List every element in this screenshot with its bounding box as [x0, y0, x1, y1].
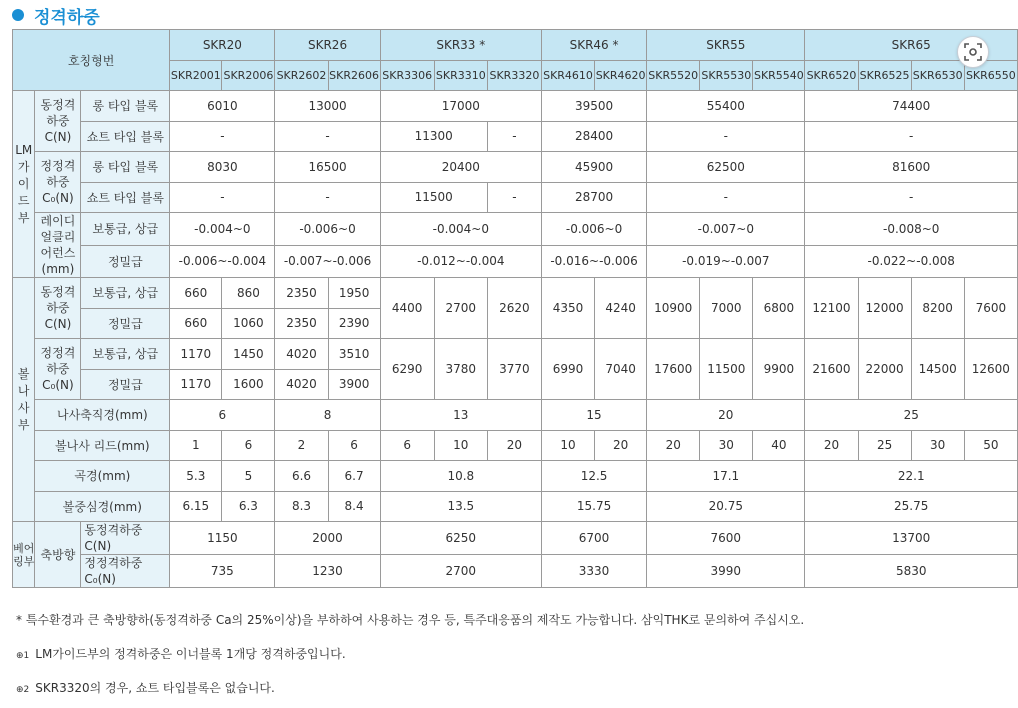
short-block-label: 쇼트 타입 블록 — [81, 182, 170, 213]
value-cell: 14500 — [911, 339, 964, 400]
value-cell: - — [275, 182, 380, 213]
page-title-bar — [12, 2, 100, 28]
value-cell: 3330 — [541, 555, 646, 588]
value-cell: 20.75 — [647, 491, 805, 522]
value-cell: 15 — [541, 400, 646, 431]
model-header: SKR5530 — [700, 60, 753, 91]
normal-grade-label: 보통급, 상급 — [81, 278, 170, 309]
lead-row — [13, 430, 1018, 461]
model-header: SKR2606 — [328, 60, 380, 91]
value-cell: 20 — [487, 430, 541, 461]
value-cell: 10900 — [647, 278, 700, 339]
value-cell: -0.019~-0.007 — [647, 245, 805, 278]
value-cell: 11500 — [700, 339, 753, 400]
model-header: SKR2006 — [222, 60, 275, 91]
value-cell: -0.006~0 — [275, 213, 380, 246]
lm-section-label: LM가이드부 — [13, 91, 35, 278]
value-cell: 20 — [805, 430, 858, 461]
value-cell: 50 — [964, 430, 1017, 461]
value-cell: 6250 — [380, 522, 541, 555]
group-header: SKR20 — [170, 30, 275, 61]
value-cell: 3990 — [647, 555, 805, 588]
rated-load-table — [12, 29, 1018, 588]
value-cell: 5 — [222, 461, 275, 492]
value-cell: 17600 — [647, 339, 700, 400]
scan-icon — [964, 43, 982, 61]
value-cell: - — [487, 121, 541, 152]
value-cell: 28700 — [541, 182, 646, 213]
shaft-diameter-label: 나사축직경(mm) — [35, 400, 170, 431]
value-cell: 4400 — [380, 278, 434, 339]
footnote — [16, 645, 346, 662]
value-cell: -0.004~0 — [380, 213, 541, 246]
value-cell: 860 — [222, 278, 275, 309]
value-cell: 4020 — [275, 369, 328, 400]
value-cell: 1170 — [170, 339, 222, 370]
value-cell: 20 — [595, 430, 647, 461]
value-cell: 8030 — [170, 152, 275, 183]
value-cell: - — [647, 121, 805, 152]
value-cell: 10 — [434, 430, 487, 461]
value-cell: 3770 — [487, 339, 541, 400]
footnote-text: SKR3320의 경우, 쇼트 타입블록은 없습니다. — [35, 681, 275, 695]
value-cell: 25.75 — [805, 491, 1018, 522]
root-diameter-row — [13, 461, 1018, 492]
precision-grade-label: 정밀급 — [81, 245, 170, 278]
footnote: * 특수환경과 큰 축방향하(동정격하중 Ca의 25%이상)을 부하하여 사용하는 경우 등, 특주대응품의 제작도 가능합니다. 삼익THK로 문의하여 주십시오. — [16, 613, 805, 627]
long-block-label: 롱 타입 블록 — [81, 152, 170, 183]
value-cell: -0.006~0 — [541, 213, 646, 246]
value-cell: - — [170, 121, 275, 152]
ball-section-label: 볼나사부 — [13, 278, 35, 522]
value-cell: -0.008~0 — [805, 213, 1018, 246]
value-cell: - — [647, 182, 805, 213]
value-cell: 3780 — [434, 339, 487, 400]
value-cell: 20 — [647, 430, 700, 461]
value-cell: 81600 — [805, 152, 1018, 183]
clearance-label: 레이디얼클리어런스 (mm) — [35, 213, 81, 278]
rated-load-table-wrap — [12, 29, 1016, 606]
value-cell: 2000 — [275, 522, 380, 555]
value-cell: 6800 — [753, 278, 805, 339]
model-header: SKR6530 — [911, 60, 964, 91]
page-title: 정격하중 — [34, 7, 100, 28]
value-cell: 22.1 — [805, 461, 1018, 492]
lm-sta-long-row — [13, 152, 1018, 183]
value-cell: - — [805, 182, 1018, 213]
ball-static-label: 정정격하중 C₀(N) — [35, 339, 81, 400]
ball-sta-normal-row — [13, 339, 1018, 370]
value-cell: 30 — [700, 430, 753, 461]
value-cell: 11300 — [380, 121, 487, 152]
value-cell: 17.1 — [647, 461, 805, 492]
value-cell: 2350 — [275, 308, 328, 339]
model-header: SKR5520 — [647, 60, 700, 91]
normal-grade-label: 보통급, 상급 — [81, 339, 170, 370]
value-cell: 3510 — [328, 339, 380, 370]
lm-dynamic-label: 동정격하중 C(N) — [35, 91, 81, 152]
value-cell: 13000 — [275, 91, 380, 122]
value-cell: 25 — [858, 430, 911, 461]
short-block-label: 쇼트 타입 블록 — [81, 121, 170, 152]
bearing-section-label: 베어링부 — [13, 522, 35, 588]
value-cell: - — [170, 182, 275, 213]
value-cell: 2700 — [434, 278, 487, 339]
shaft-diameter-row — [13, 400, 1018, 431]
value-cell: -0.007~-0.006 — [275, 245, 380, 278]
value-cell: 12100 — [805, 278, 858, 339]
value-cell: 4020 — [275, 339, 328, 370]
value-cell: -0.007~0 — [647, 213, 805, 246]
model-header: SKR3320 — [487, 60, 541, 91]
value-cell: 8.4 — [328, 491, 380, 522]
value-cell: 6 — [222, 430, 275, 461]
value-cell: 8200 — [911, 278, 964, 339]
precision-grade-label: 정밀급 — [81, 369, 170, 400]
value-cell: 25 — [805, 400, 1018, 431]
value-cell: 5.3 — [170, 461, 222, 492]
value-cell: -0.004~0 — [170, 213, 275, 246]
value-cell: 1450 — [222, 339, 275, 370]
model-header: SKR4620 — [595, 60, 647, 91]
value-cell: 1060 — [222, 308, 275, 339]
ball-pcd-label: 볼중심경(mm) — [35, 491, 170, 522]
image-scan-button[interactable] — [957, 36, 989, 68]
header-row-groups — [13, 30, 1018, 61]
model-header: SKR3306 — [380, 60, 434, 91]
value-cell: 7600 — [964, 278, 1017, 339]
footnote-mark: ⊕2 — [16, 685, 30, 695]
value-cell: 2620 — [487, 278, 541, 339]
precision-grade-label: 정밀급 — [81, 308, 170, 339]
value-cell: 1 — [170, 430, 222, 461]
value-cell: 6700 — [541, 522, 646, 555]
lm-clr-normal-row — [13, 213, 1018, 246]
normal-grade-label: 보통급, 상급 — [81, 213, 170, 246]
value-cell: 660 — [170, 308, 222, 339]
value-cell: 6.6 — [275, 461, 328, 492]
value-cell: - — [487, 182, 541, 213]
value-cell: 6010 — [170, 91, 275, 122]
value-cell: 20400 — [380, 152, 541, 183]
value-cell: -0.016~-0.006 — [541, 245, 646, 278]
group-header: SKR46 * — [541, 30, 646, 61]
value-cell: 6.7 — [328, 461, 380, 492]
ball-pcd-row — [13, 491, 1018, 522]
model-header: SKR2602 — [275, 60, 328, 91]
value-cell: 39500 — [541, 91, 646, 122]
value-cell: 10.8 — [380, 461, 541, 492]
value-cell: 7000 — [700, 278, 753, 339]
value-cell: 40 — [753, 430, 805, 461]
value-cell: 12600 — [964, 339, 1017, 400]
model-header: SKR5540 — [753, 60, 805, 91]
footnote-text: LM가이드부의 정격하중은 이너블록 1개당 정격하중입니다. — [35, 647, 346, 661]
value-cell: 45900 — [541, 152, 646, 183]
value-cell: 6.15 — [170, 491, 222, 522]
footnote-mark: ⊕1 — [16, 651, 30, 661]
value-cell: 12000 — [858, 278, 911, 339]
value-cell: 8 — [275, 400, 380, 431]
value-cell: 735 — [170, 555, 275, 588]
lm-sta-short-row — [13, 182, 1018, 213]
value-cell: 6.3 — [222, 491, 275, 522]
value-cell: 11500 — [380, 182, 487, 213]
model-header: SKR6525 — [858, 60, 911, 91]
axial-label: 축방향 — [35, 522, 81, 588]
value-cell: 6 — [170, 400, 275, 431]
value-cell: 1950 — [328, 278, 380, 309]
value-cell: 21600 — [805, 339, 858, 400]
value-cell: 30 — [911, 430, 964, 461]
model-header: SKR2001 — [170, 60, 222, 91]
value-cell: 62500 — [647, 152, 805, 183]
lm-dyn-long-row — [13, 91, 1018, 122]
lm-dyn-short-row — [13, 121, 1018, 152]
value-cell: - — [805, 121, 1018, 152]
value-cell: -0.022~-0.008 — [805, 245, 1018, 278]
value-cell: 8.3 — [275, 491, 328, 522]
bearing-static-label: 정정격하중 C₀(N) — [81, 555, 170, 588]
value-cell: 660 — [170, 278, 222, 309]
value-cell: 13.5 — [380, 491, 541, 522]
value-cell: 17000 — [380, 91, 541, 122]
value-cell: 7040 — [595, 339, 647, 400]
value-cell: 3900 — [328, 369, 380, 400]
value-cell: 13 — [380, 400, 541, 431]
value-cell: 1230 — [275, 555, 380, 588]
value-cell: 5830 — [805, 555, 1018, 588]
root-diameter-label: 곡경(mm) — [35, 461, 170, 492]
value-cell: 15.75 — [541, 491, 646, 522]
value-cell: 16500 — [275, 152, 380, 183]
value-cell: 4350 — [541, 278, 594, 339]
value-cell: 1600 — [222, 369, 275, 400]
ball-dyn-normal-row — [13, 278, 1018, 309]
value-cell: 28400 — [541, 121, 646, 152]
value-cell: 9900 — [753, 339, 805, 400]
value-cell: 6 — [328, 430, 380, 461]
bullet-icon — [12, 9, 24, 21]
value-cell: 55400 — [647, 91, 805, 122]
model-header: SKR6520 — [805, 60, 858, 91]
bearing-sta-row — [13, 555, 1018, 588]
value-cell: 13700 — [805, 522, 1018, 555]
group-header: SKR26 — [275, 30, 380, 61]
value-cell: 6290 — [380, 339, 434, 400]
model-header: SKR3310 — [434, 60, 487, 91]
value-cell: 7600 — [647, 522, 805, 555]
long-block-label: 롱 타입 블록 — [81, 91, 170, 122]
value-cell: 12.5 — [541, 461, 646, 492]
bearing-dynamic-label: 동정격하중 C(N) — [81, 522, 170, 555]
value-cell: 2390 — [328, 308, 380, 339]
value-cell: -0.006~-0.004 — [170, 245, 275, 278]
model-header: SKR6550 — [964, 60, 1017, 91]
value-cell: 22000 — [858, 339, 911, 400]
ball-dynamic-label: 동정격하중 C(N) — [35, 278, 81, 339]
value-cell: 10 — [541, 430, 594, 461]
lead-label: 볼나사 리드(mm) — [35, 430, 170, 461]
value-cell: 2 — [275, 430, 328, 461]
value-cell: 2350 — [275, 278, 328, 309]
lm-static-label: 정정격하중 C₀(N) — [35, 152, 81, 213]
group-header: SKR55 — [647, 30, 805, 61]
value-cell: 6990 — [541, 339, 594, 400]
value-cell: 20 — [647, 400, 805, 431]
footnote — [16, 679, 275, 696]
model-label: 호칭형번 — [13, 30, 170, 91]
value-cell: - — [275, 121, 380, 152]
group-header: SKR33 * — [380, 30, 541, 61]
lm-clr-precision-row — [13, 245, 1018, 278]
value-cell: 74400 — [805, 91, 1018, 122]
model-header: SKR4610 — [541, 60, 594, 91]
value-cell: 2700 — [380, 555, 541, 588]
bearing-dyn-row — [13, 522, 1018, 555]
value-cell: 6 — [380, 430, 434, 461]
value-cell: 4240 — [595, 278, 647, 339]
value-cell: -0.012~-0.004 — [380, 245, 541, 278]
group-header: SKR65 — [805, 30, 1018, 61]
value-cell: 1170 — [170, 369, 222, 400]
value-cell: 1150 — [170, 522, 275, 555]
